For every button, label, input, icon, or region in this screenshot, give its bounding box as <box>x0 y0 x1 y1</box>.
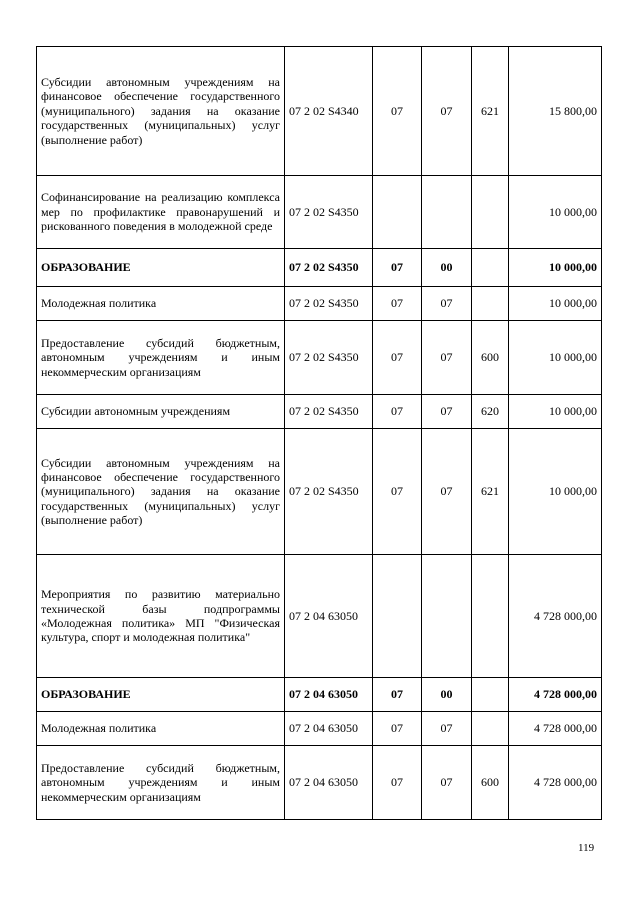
row-subsection-cell: 07 <box>422 746 472 820</box>
table-row <box>37 321 602 395</box>
row-subsection-cell: 00 <box>422 678 472 712</box>
row-code-cell: 07 2 02 S4350 <box>285 176 373 249</box>
row-amount-cell: 10 000,00 <box>509 395 602 429</box>
table-row <box>37 429 602 555</box>
row-section-cell <box>373 555 422 678</box>
row-code-cell: 07 2 04 63050 <box>285 712 373 746</box>
row-section-cell: 07 <box>373 395 422 429</box>
row-name-cell: Софинансирование на реализацию комплекса мер по профилактике правонарушений и рискованного поведения в молодежной среде <box>37 176 285 249</box>
row-section-cell: 07 <box>373 321 422 395</box>
table-row <box>37 746 602 820</box>
row-section-cell: 07 <box>373 429 422 555</box>
row-amount-cell: 4 728 000,00 <box>509 712 602 746</box>
row-amount-cell: 10 000,00 <box>509 429 602 555</box>
row-expense-type-cell <box>472 555 509 678</box>
row-subsection-cell: 00 <box>422 249 472 287</box>
row-name-cell: Предоставление субсидий бюджетным, автономным учреждениям и иным некоммерческим организациям <box>37 746 285 820</box>
row-name-cell: Молодежная политика <box>37 712 285 746</box>
table-row <box>37 712 602 746</box>
budget-table-body <box>37 47 602 820</box>
row-section-cell <box>373 176 422 249</box>
row-section-cell: 07 <box>373 249 422 287</box>
section-row <box>37 249 602 287</box>
row-code-cell: 07 2 02 S4350 <box>285 321 373 395</box>
row-subsection-cell: 07 <box>422 47 472 176</box>
page-number: 119 <box>578 842 595 854</box>
row-code-cell: 07 2 02 S4350 <box>285 287 373 321</box>
row-subsection-cell: 07 <box>422 395 472 429</box>
row-subsection-cell: 07 <box>422 287 472 321</box>
table-row <box>37 555 602 678</box>
row-expense-type-cell <box>472 176 509 249</box>
row-name-cell: Предоставление субсидий бюджетным, автономным учреждениям и иным некоммерческим организациям <box>37 321 285 395</box>
row-expense-type-cell: 621 <box>472 47 509 176</box>
row-subsection-cell: 07 <box>422 429 472 555</box>
row-name-cell: ОБРАЗОВАНИЕ <box>37 678 285 712</box>
row-expense-type-cell <box>472 287 509 321</box>
row-code-cell: 07 2 02 S4340 <box>285 47 373 176</box>
row-code-cell: 07 2 04 63050 <box>285 746 373 820</box>
row-expense-type-cell <box>472 712 509 746</box>
row-expense-type-cell <box>472 678 509 712</box>
row-amount-cell: 10 000,00 <box>509 176 602 249</box>
row-section-cell: 07 <box>373 712 422 746</box>
section-row <box>37 678 602 712</box>
table-row <box>37 47 602 176</box>
row-section-cell: 07 <box>373 287 422 321</box>
row-amount-cell: 4 728 000,00 <box>509 555 602 678</box>
table-row <box>37 287 602 321</box>
row-amount-cell: 10 000,00 <box>509 287 602 321</box>
row-name-cell: Субсидии автономным учреждениям <box>37 395 285 429</box>
row-section-cell: 07 <box>373 47 422 176</box>
row-code-cell: 07 2 04 63050 <box>285 555 373 678</box>
row-amount-cell: 10 000,00 <box>509 249 602 287</box>
row-expense-type-cell: 600 <box>472 321 509 395</box>
budget-table <box>36 46 602 820</box>
row-subsection-cell <box>422 176 472 249</box>
row-amount-cell: 15 800,00 <box>509 47 602 176</box>
row-name-cell: Молодежная политика <box>37 287 285 321</box>
table-row <box>37 176 602 249</box>
row-name-cell: ОБРАЗОВАНИЕ <box>37 249 285 287</box>
row-section-cell: 07 <box>373 678 422 712</box>
table-row <box>37 395 602 429</box>
row-amount-cell: 10 000,00 <box>509 321 602 395</box>
row-subsection-cell <box>422 555 472 678</box>
row-expense-type-cell <box>472 249 509 287</box>
row-code-cell: 07 2 02 S4350 <box>285 429 373 555</box>
row-code-cell: 07 2 02 S4350 <box>285 249 373 287</box>
row-subsection-cell: 07 <box>422 712 472 746</box>
row-section-cell: 07 <box>373 746 422 820</box>
row-expense-type-cell: 600 <box>472 746 509 820</box>
row-expense-type-cell: 620 <box>472 395 509 429</box>
row-expense-type-cell: 621 <box>472 429 509 555</box>
row-amount-cell: 4 728 000,00 <box>509 678 602 712</box>
row-amount-cell: 4 728 000,00 <box>509 746 602 820</box>
row-code-cell: 07 2 04 63050 <box>285 678 373 712</box>
row-subsection-cell: 07 <box>422 321 472 395</box>
row-code-cell: 07 2 02 S4350 <box>285 395 373 429</box>
row-name-cell: Субсидии автономным учреждениям на финансовое обеспечение государственного (муниципального) задания на оказание государственных (муниципальных) услуг (выполнение работ) <box>37 47 285 176</box>
row-name-cell: Субсидии автономным учреждениям на финансовое обеспечение государственного (муниципального) задания на оказание государственных (муниципальных) услуг (выполнение работ) <box>37 429 285 555</box>
row-name-cell: Мероприятия по развитию материально технической базы подпрограммы «Молодежная политика» МП "Физическая культура, спорт и молодежная политика" <box>37 555 285 678</box>
